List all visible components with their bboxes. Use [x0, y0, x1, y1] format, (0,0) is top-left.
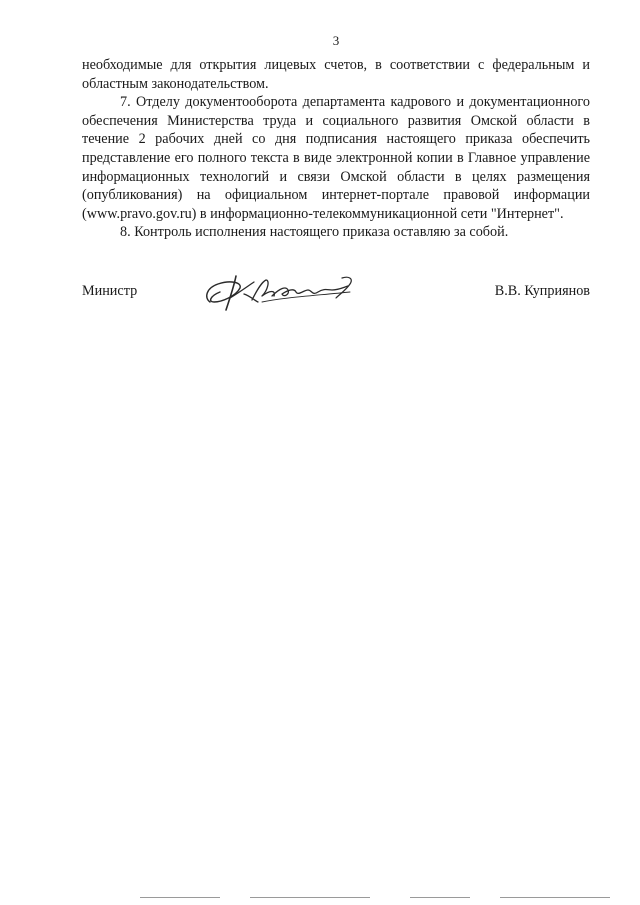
- page-number: 3: [332, 33, 340, 48]
- signatory-position: Министр: [82, 283, 138, 299]
- handwritten-signature-icon: [200, 272, 366, 316]
- paragraph-item-7: 7. Отделу документооборота департамента кадрового и документационного обеспечения Министерства труда и социального развития Омской области в течение 2 рабочих дней со дня подписания настоящего приказа обеспечить представление его полного текста в виде электронной копии в Главное управление информационных технологий и связи Омской области в целях размещения (опубликования) на официальном интернет-портале правовой информации (www.pravo.gov.ru) в информационно-телекоммуникационной сети "Интернет".: [82, 94, 590, 222]
- document-body: [82, 56, 590, 242]
- signature-block: [82, 272, 590, 316]
- paragraph-continuation: необходимые для открытия лицевых счетов, в соответствии с федеральным и областным законодательством.: [82, 57, 590, 92]
- signatory-name: В.В. Куприянов: [494, 283, 590, 299]
- paragraph-item-8: 8. Контроль исполнения настоящего приказа оставляю за собой.: [120, 224, 509, 241]
- scan-edge-artifact: [120, 897, 620, 899]
